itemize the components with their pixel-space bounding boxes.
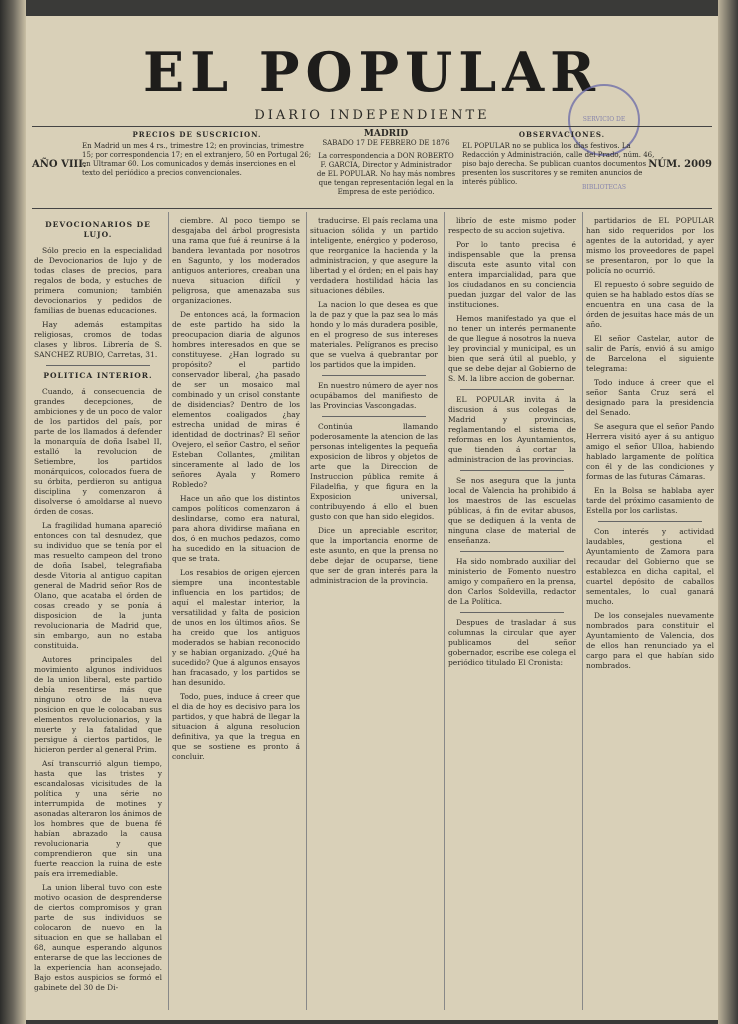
subscription-box: [82, 130, 312, 178]
paragraph: Ha sido nombrado auxiliar del ministerio de Fomento nuestro amigo y compañero en la prensa, don Carlos Soldevilla, redactor de La Política.: [448, 557, 576, 606]
paragraph: Hemos manifestado ya que el no tener un interés permanente de que llegue á nosotros la nueva ley provincial y municipal, es un bien que será útil al pueblo, y que se debe dejar al Gobierno de S. M. la libre accion de gobernar.: [448, 314, 576, 383]
paragraph: EL POPULAR invita á la discusion á sus colegas de Madrid y provincias, reglamentando el sistema de reformas en los Ayuntamientos, que tienden á cortar la administracion de las provincias.: [448, 395, 576, 464]
city: MADRID: [363, 129, 409, 139]
paragraph: De los consejales nuevamente nombrados para constituir el Ayuntamiento de Valencia, dos de ellos han renunciado ya el cargo para el que habían sido nombrados.: [586, 611, 714, 670]
column-rule: [444, 212, 445, 1010]
paragraph: En nuestro número de ayer nos ocupábamos del manifiesto de las Provincias Vascongadas.: [310, 381, 438, 410]
paragraph: El señor Castelar, autor de salir de París, envió á su amigo de Barcelona el siguiente telegrama:: [586, 334, 714, 373]
section-rule: [460, 612, 564, 613]
section-rule: [460, 470, 564, 471]
column-5: [586, 216, 714, 1006]
section-rule: [322, 416, 426, 417]
divider: [32, 208, 712, 209]
paragraph: Dice un apreciable escritor, que la importancia enorme de este asunto, en que la prensa no debe dejar de ocuparse, tiene que ser de gran interés para la administracion de la provincia.: [310, 526, 438, 585]
observations-text: EL POPULAR no se publica los días festivos. La Redacción y Administración, calle del Prado, núm. 46, piso bajo derecha. Se publican cuantos documentos presenten los suscritores y se remiten anuncios de interés público.: [462, 142, 655, 186]
paragraph: De entonces acá, la formacion de este partido ha sido la preocupacion diaria de algunos hombres interesados en que se constituyese. ¿Han logrado su propósito? el partido conservador liberal, ¿ha pasado de ser un mosaico mal combinado y un crisol constante de disidencias? Dentro de los elementos coaligados ¿hay estrecha unidad de miras é identidad de doctrinas? El señor Ovejero, el señor Castro, el señor Esteban Collantes, ¿militan sinceramente al lado de los señores Ayala y Romero Robledo?: [172, 310, 300, 489]
section-rule: [460, 389, 564, 390]
subscription-text: En Madrid un mes 4 rs., trimestre 12; en provincias, trimestre 15; por correspondencia 17; en el extranjero, 50 en Portugal 26; en Ultramar 60. Los comunicados y demás inserciones en el texto del periódico a precios convencionales.: [82, 142, 312, 177]
editor-text: La correspondencia a DON ROBERTO F. GARCIA, Director y Administrador de EL POPULAR. No hay más nombres que tengan representación legal en la Empresa de este periódico.: [316, 152, 456, 196]
divider: [32, 126, 712, 127]
paragraph: Por lo tanto precisa é indispensable que la prensa discuta este asunto vital con entera imparcialidad, para que los ciudadanos en su conciencia puedan juzgar del valor de las instituciones.: [448, 240, 576, 309]
paragraph: Los resabios de origen ejercen siempre una incontestable influencia en los partidos; de aquí el malestar interior, la versatilidad y falta de posicion de unos en los últimos años. Se ha creido que los antiguos moderados se habian reconocido y se habian organizado. ¿Qué ha sucedido? Que á algunos ensayos han fracasado, y los partidos se han desunido.: [172, 568, 300, 687]
paragraph: Con interés y actividad laudables, gestiona el Ayuntamiento de Zamora para recaudar del Gobierno que se establezca en dicha capital, el cuartel depósito de caballos sementales, lo cual ganará mucho.: [586, 527, 714, 606]
paragraph: Hace un año que los distintos campos políticos comenzaron á deslindarse, como era natural, para ahora dividirse mañana en dos, ó en muchos pedazos, como ha sucedido en la situacion de que se trata.: [172, 494, 300, 563]
column-1: [34, 216, 162, 1006]
paragraph: Se asegura que el señor Pando Herrera visitó ayer á su antiguo amigo el señor Ulloa, habiendo hablado largamente de política con él y de las condiciones y formas de las futuras Cámaras.: [586, 422, 714, 481]
ad-heading: DEVOCIONARIOS DE LUJO.: [45, 220, 151, 239]
paragraph: partidarios de EL POPULAR han sido requeridos por los agentes de la autoridad, y ayer mismo los proveedores de papel se presentaron, por lo que la policía no ocurrió.: [586, 216, 714, 275]
masthead-subtitle: DIARIO INDEPENDIENTE: [254, 108, 490, 123]
library-stamp: SERVICIO DE BIBLIOTECAS: [568, 84, 640, 156]
column-rule: [168, 212, 169, 1010]
paragraph: En la Bolsa se hablaba ayer tarde del próximo casamiento de Estella por los carlistas.: [586, 486, 714, 515]
masthead-title: EL POPULAR: [142, 40, 601, 104]
column-2: [172, 216, 300, 1006]
page-edge-shadow: [718, 0, 738, 1024]
column-rule: [306, 212, 307, 1010]
issue-year: AÑO VIII.: [32, 159, 87, 170]
column-rule: [582, 212, 583, 1010]
paragraph: La fragilidad humana apareció entonces con tal desnudez, que su individuo que se tenía por el mas resuelto campeon del trono de doña Isabel, telegrafiaba desde Vitoria al antiguo capitan general de Madrid señor Ros de Olano, que acataba el órden de cosas creado y se ponía á disposicion de la junta revolucionaria de Madrid que, sin embargo, aun no estaba constituida.: [34, 521, 162, 650]
newspaper-page: [26, 16, 718, 1020]
section-rule: [322, 375, 426, 376]
observations-box: [462, 130, 662, 187]
issue-number: NÚM. 2009: [648, 159, 712, 170]
paragraph: Continúa llamando poderosamente la atencion de las personas inteligentes la pequeña exposicion de libros y objetos de arte que la Direccion de Instruccion pública remite á Filadelfia, y que figura en la Exposicion universal, contribuyendo á ello el buen gusto con que han sido elegidos.: [310, 422, 438, 521]
paragraph: El repuesto ó sobre seguido de quien se ha hablado estos días se encuentra en una casa de la órden de jesuitas hace más de un año.: [586, 280, 714, 329]
ad-text: Sólo precio en la especialidad de Devocionarios de lujo y de todas clases de precios, para regalos de boda, y estuches de primera comunion; también devocionarios y pedidos de familias de buenas educaciones.: [34, 246, 162, 315]
paragraph: Todo induce á creer que el señor Santa Cruz será el designado para la presidencia del Senado.: [586, 378, 714, 417]
date-box: [316, 130, 456, 197]
paragraph: Cuando, á consecuencia de grandes decepciones, de ambiciones y de un poco de valor de los partidos del país, por parte de los llamados á defender la monarquía de doña Isabel II, estalló la revolucion de Setiembre, los partidos monárquicos, colocados fuera de su órbita, perdieron su antigua disciplina y comenzaron á disolverse ó amoldarse al nuevo órden de cosas.: [34, 387, 162, 516]
issue-date: SABADO 17 DE FEBRERO DE 1876: [322, 139, 450, 147]
section-rule: [598, 521, 702, 522]
section-rule: [460, 551, 564, 552]
section-rule: [46, 365, 150, 366]
paragraph: Despues de trasladar á sus columnas la circular que ayer publicamos del señor gobernador, escribe ese colega el periódico titulado El Cronista:: [448, 618, 576, 667]
info-bar: [32, 130, 712, 206]
paragraph: La nacion lo que desea es que la de paz y que la paz sea lo más hondo y lo más duradera posible, en el progreso de sus intereses materiales. Pelígranos es preciso que se vuelva á quebrantar por los partidos que la impiden.: [310, 300, 438, 369]
paragraph: Todo, pues, induce á creer que el dia de hoy es decisivo para los partidos, y que habrá de llegar la situacion á alguna resolucion definitiva, ya que la tregua en que se sostiene es pronto á concluir.: [172, 692, 300, 761]
paragraph: Se nos asegura que la junta local de Valencia ha prohibido á los maestros de las escuelas públicas, á fin de evitar abusos, que se dediquen á la venta de ninguna clase de material de enseñanza.: [448, 476, 576, 545]
column-4: [448, 216, 576, 1006]
book-binding: [0, 0, 26, 1024]
paragraph: La union liberal tuvo con este motivo ocasion de desprenderse de ciertos compromisos y gran parte de sus individuos se colocaron de nuevo en la situacion en que se hallaban el 68, aunque esperando algunos enterarse de que las lecciones de la experiencia han aconsejado. Bajo estos auspicios se formó el gabinete del 30 de Di-: [34, 883, 162, 992]
paragraph: ciembre. Al poco tiempo se desgajaba del árbol progresista una rama que fué á reunirse á la bandera levantada por nosotros en Sagunto, y los moderados antiguos anteriores, creaban una nueva situacion difícil y peligrosa, que amenazaba sus organizaciones.: [172, 216, 300, 305]
paragraph: librío de este mismo poder respecto de su accion sujetiva.: [448, 216, 576, 235]
paragraph: Así transcurrió algun tiempo, hasta que las tristes y escandalosas vicisitudes de la política y una série no interrumpida de motines y asonadas alteraron los ánimos de los hombres que de buena fé habían abrazado la causa revolucionaria y que comprendieron que sin una fuerte reaccion la ruina de este país era irremediable.: [34, 759, 162, 878]
section-heading: POLITICA INTERIOR.: [43, 371, 153, 380]
column-3: [310, 216, 438, 1006]
observations-heading: OBSERVACIONES.: [518, 130, 606, 139]
subscription-heading: PRECIOS DE SUSCRICION.: [132, 130, 262, 139]
ad-text: Hay además estampitas religiosas, cromos de todas clases y libros. Librería de S. SANCHEZ RUBIO, Carretas, 31.: [34, 320, 162, 359]
paragraph: traducirse. El país reclama una situacion sólida y un partido inteligente, enérgico y poderoso, que reorganice la hacienda y la administracion, y que asegure la libertad y el órden; en el pais hay verdadera hostilidad hácia las situaciones débiles.: [310, 216, 438, 295]
paragraph: Autores principales del movimiento algunos individuos de la union liberal, este partido debía resentirse más que ninguno otro de la nueva posicion en que le colocaban sus elementos revolucionarios, y la muerte y la fatalidad que persigue á ciertos partidos, le hicieron perder al general Prim.: [34, 655, 162, 754]
